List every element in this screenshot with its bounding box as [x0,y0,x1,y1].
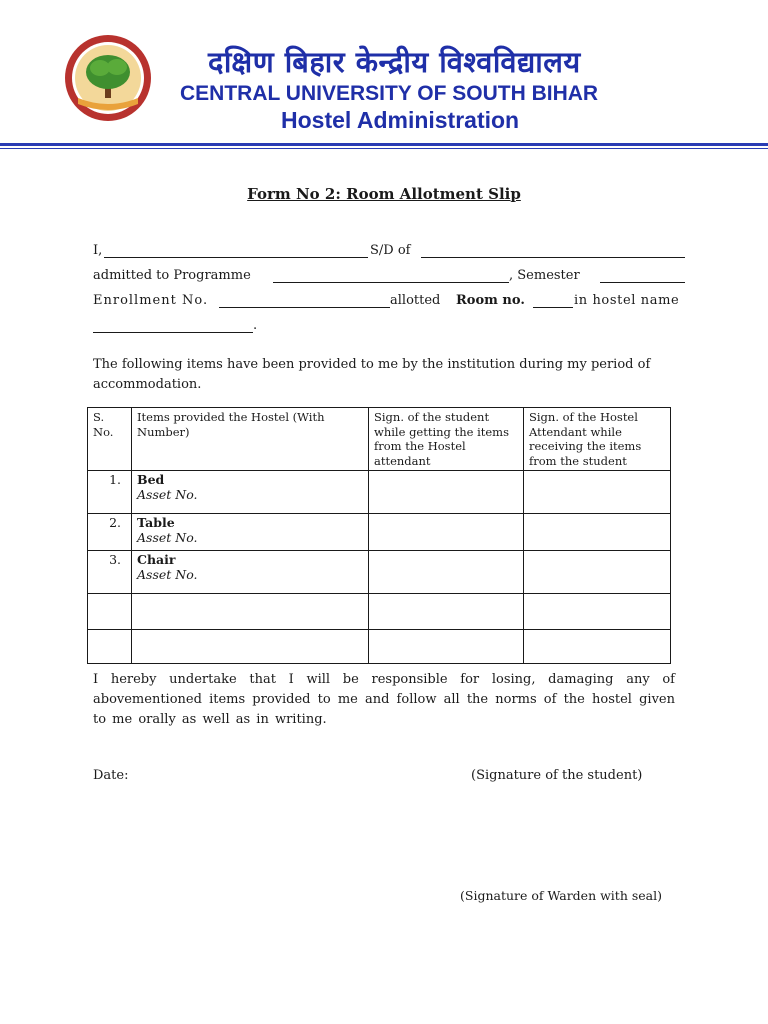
row-number [88,630,132,664]
parent-label: S/D of [370,243,411,258]
table-row [88,630,671,664]
form-title: Form No 2: Room Allotment Slip [247,185,521,203]
student-sign-cell[interactable] [369,514,524,551]
name-prefix: I, [93,243,103,258]
table-row [88,551,671,594]
header-student-sign: Sign. of the student while getting the items from the Hostel attendant [369,408,524,471]
warden-signature-label: (Signature of Warden with seal) [460,888,662,903]
semester-label: , Semester [509,268,580,283]
attendant-sign-cell[interactable] [524,514,671,551]
university-logo [64,34,152,122]
header-rule-thin [0,148,768,149]
asset-label: Asset No. [137,566,198,582]
department-subtitle: Hostel Administration [281,107,520,133]
item-name: Chair [137,552,176,567]
programme-field[interactable] [273,282,509,283]
room-no-field[interactable] [533,307,573,308]
item-name: Table [137,515,175,530]
row-number: 3. [88,551,132,594]
student-sign-cell[interactable] [369,551,524,594]
item-cell [132,514,369,551]
table-header-row [88,408,671,471]
room-no-label: Room no. [456,293,525,308]
header-rule-thick [0,143,768,146]
header-items: Items provided the Hostel (With Number) [132,408,369,471]
student-sign-cell[interactable] [369,594,524,630]
undertaking-paragraph: I hereby undertake that I will be responsible for losing, damaging any of abovementioned items provided to me and follow all the norms of the hostel given to me orally as well as in writing. [93,672,675,727]
attendant-sign-cell[interactable] [524,471,671,514]
semester-field[interactable] [600,282,685,283]
header-attendant-sign: Sign. of the Hostel Attendant while receiving the items from the student [524,408,671,471]
attendant-sign-cell[interactable] [524,594,671,630]
items-table [87,407,671,664]
item-cell [132,551,369,594]
student-signature-label: (Signature of the student) [471,768,643,783]
hostel-name-label: in hostel name [574,293,680,308]
item-cell [132,471,369,514]
student-name-field[interactable] [104,257,368,258]
allotted-label: allotted [390,293,441,308]
row-number [88,594,132,630]
table-row [88,471,671,514]
programme-label: admitted to Programme [93,268,251,283]
student-sign-cell[interactable] [369,630,524,664]
row-number: 1. [88,471,132,514]
enrollment-field[interactable] [219,307,390,308]
row-number: 2. [88,514,132,551]
date-label: Date: [93,768,129,783]
hostel-name-field[interactable] [93,332,253,333]
table-row [88,514,671,551]
table-row [88,594,671,630]
header-sno: S. No. [88,408,132,471]
asset-label: Asset No. [137,529,198,545]
item-name: Bed [137,472,165,487]
item-cell[interactable] [132,594,369,630]
parent-name-field[interactable] [421,257,685,258]
intro-paragraph: The following items have been provided to me by the institution during my period of accommodation. [93,357,651,392]
university-title-hindi: दक्षिण बिहार केन्द्रीय विश्वविद्यालय [208,45,581,79]
attendant-sign-cell[interactable] [524,630,671,664]
asset-label: Asset No. [137,486,198,502]
enrollment-label: Enrollment No. [93,293,209,308]
university-title-english: CENTRAL UNIVERSITY OF SOUTH BIHAR [180,82,599,105]
item-cell[interactable] [132,630,369,664]
hostel-name-end: . [253,318,258,333]
attendant-sign-cell[interactable] [524,551,671,594]
student-sign-cell[interactable] [369,471,524,514]
